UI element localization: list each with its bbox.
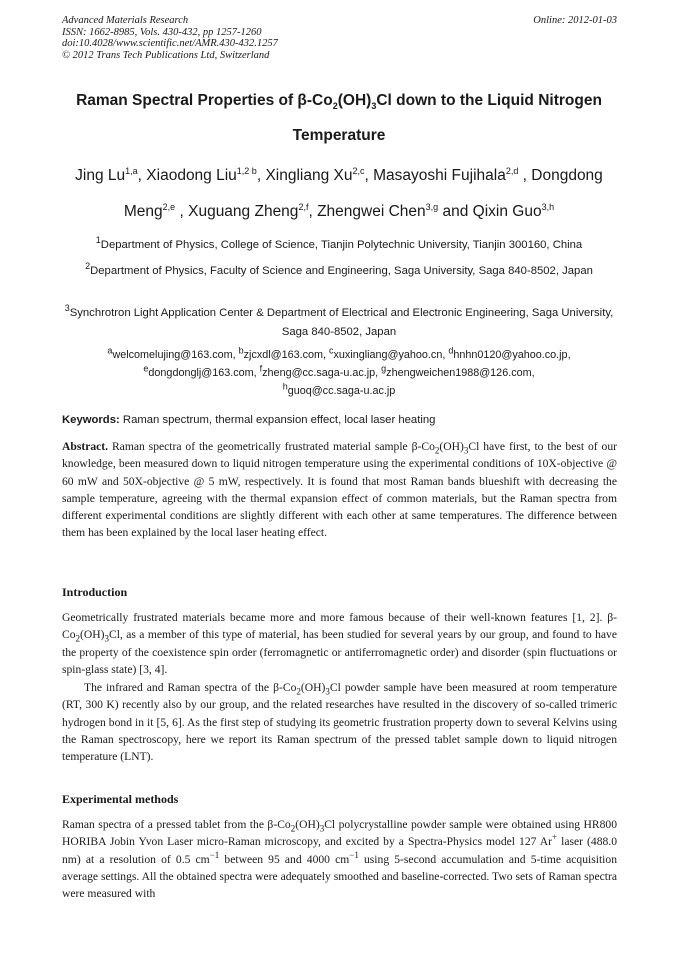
affiliation-sup: 2	[85, 261, 91, 272]
subscript: 3	[319, 823, 325, 834]
body-text: Geometrically frustrated materials became more and more famous because of their well-known features [1, 2]. β-Co	[62, 611, 617, 642]
subscript: 3	[463, 445, 469, 456]
author-sup: 2,d	[505, 165, 519, 176]
superscript: −1	[349, 849, 359, 860]
body-text: using 5-second accumulation and 5-time acquisition average settings. All the obtained spectra were adequately smoothed and baseline-corrected. Two sets of Raman spectra were measured with	[62, 852, 617, 901]
email-sup: b	[238, 345, 244, 356]
email-sup: a	[107, 345, 113, 356]
email-sup: f	[259, 363, 263, 374]
keywords-text: Raman spectrum, thermal expansion effect, local laser heating	[122, 414, 436, 426]
paper-title-line1	[30, 92, 648, 110]
author-name: Xingliang Xu	[265, 167, 353, 184]
email-sup: d	[448, 345, 454, 356]
affiliation-text: Department of Physics, College of Science, Tianjin Polytechnic University, Tianjin 300160, China	[100, 239, 583, 251]
abstract-text: (OH)	[439, 440, 464, 453]
subscript: 2	[434, 445, 440, 456]
body-text: Cl, as a member of this type of material, has been studied for several years by our group, and found to have the property of the coexistence spin order (ferromagnetic or antiferromagnetic order) and disorder (spin fluctuations or spin-glass state) [3, 4].	[62, 628, 617, 676]
title-text: Cl down to the Liquid Nitrogen	[376, 92, 602, 109]
email-link[interactable]: dongdonglj@163.com	[148, 367, 254, 379]
author-name: Zhengwei Chen	[317, 203, 426, 220]
author-name: Masayoshi Fujihala	[373, 167, 506, 184]
email-sup: g	[381, 363, 387, 374]
affiliation-3	[60, 304, 618, 342]
author-conjunction: and	[442, 203, 469, 220]
author-sup: 1,2 b	[236, 165, 257, 176]
section-heading-experimental: Experimental methods	[62, 792, 179, 806]
body-text: Raman spectra of a pressed tablet from the β-Co	[62, 818, 291, 831]
affiliation-1	[60, 236, 618, 255]
superscript: +	[552, 832, 558, 843]
subscript: 2	[296, 686, 301, 697]
doi-line[interactable]: doi:10.4028/www.scientific.net/AMR.430-432.1257	[62, 38, 278, 50]
introduction-paragraph-2	[62, 679, 617, 765]
author-sup: 3,g	[425, 201, 439, 212]
body-text: between 95 and 4000 cm	[219, 852, 350, 866]
paper-title-line2: Temperature	[292, 127, 386, 144]
affiliation-2	[60, 262, 618, 281]
copyright-line: © 2012 Trans Tech Publications Ltd, Switzerland	[62, 49, 270, 61]
keywords-label: Keywords:	[62, 414, 120, 426]
abstract-text: Raman spectra of the geometrically frustrated material sample β-Co	[111, 440, 435, 453]
email-sup: h	[282, 381, 288, 392]
email-sup: c	[329, 345, 334, 356]
body-text: The infrared and Raman spectra of the β-Co	[84, 681, 297, 694]
email-link[interactable]: welcomelujing@163.com	[112, 349, 233, 361]
body-text: (OH)	[300, 681, 326, 694]
author-name: Xiaodong Liu	[146, 167, 237, 184]
author-list-line1: Jing Lu$^{1,a}$, Xiaodong Liu$^{1,2 b}$, Xingliang Xu$^{2,c}$, Masayoshi Fujihala$^{2,d}$ , Dongdong	[75, 165, 603, 184]
affiliation-sup: 1	[95, 235, 101, 246]
title-subscript: 2	[332, 101, 338, 112]
email-link[interactable]: hnhn0120@yahoo.co.jp	[453, 349, 568, 361]
affiliation-text: Synchrotron Light Application Center & Department of Electrical and Electronic Engineering, Saga University, Saga 840-8502, Japan	[69, 307, 614, 338]
email-link[interactable]: xuxingliang@yahoo.cn	[333, 349, 443, 361]
email-link[interactable]: zhengweichen1988@126.com	[386, 367, 532, 379]
section-heading-introduction: Introduction	[62, 585, 128, 599]
email-sup: e	[143, 363, 149, 374]
journal-name: Advanced Materials Research	[62, 15, 189, 26]
abstract-label: Abstract.	[62, 440, 109, 453]
author-sup: 2,c	[352, 165, 365, 176]
author-name: Jing Lu	[75, 167, 126, 184]
email-link[interactable]: zjcxdl@163.com	[243, 349, 324, 361]
body-text: laser (488.0 nm) at a resolution of 0.5 cm	[62, 835, 617, 866]
abstract-text: Cl have first, to the best of our knowledge, been measured down to liquid nitrogen temperature using the experimental conditions of 10X-objective @ 60 mW and 50X-objective @ 5 mW, respectively. It is found that most Raman bands blueshift with decreasing the sample temperature, agreeing with the thermal expansion effect of common materials, but the Raman spectra from different experimental conditions are slightly different with each other at same temperatures. The difference between them has been explained by the local laser heating effect.	[62, 440, 617, 540]
author-name: Qixin Guo	[472, 203, 542, 220]
author-sup: 2,e	[162, 201, 176, 212]
experimental-paragraph-1	[62, 816, 617, 902]
affiliation-text: Department of Physics, Faculty of Science and Engineering, Saga University, Saga 840-8502, Japan	[90, 265, 593, 277]
body-text: (OH)	[80, 628, 105, 642]
author-sup: 1,a	[125, 165, 138, 176]
abstract-paragraph	[62, 438, 617, 542]
email-link[interactable]: guoq@cc.saga-u.ac.jp	[287, 385, 396, 397]
keywords	[62, 414, 618, 426]
subscript: 2	[75, 633, 81, 644]
title-subscript: 3	[371, 101, 377, 112]
online-date: Online: 2012-01-03	[533, 15, 617, 26]
superscript: −1	[209, 849, 220, 860]
journal-header	[62, 15, 617, 61]
introduction-paragraph-1	[62, 609, 617, 678]
email-link[interactable]: zheng@cc.saga-u.ac.jp	[262, 367, 376, 379]
subscript: 2	[290, 823, 296, 834]
body-text: (OH)	[295, 818, 320, 831]
body-text: Cl powder sample have been measured at room temperature (RT, 300 K) recently also by our group, and the related researches have resulted in the discovery of so-called trimeric hydrogen bond in it [5, 6]. As the first step of studying its geometric frustration property down to several Kelvins using the Raman spectroscopy, here we report its Raman spectrum of the pressed tablet sample down to liquid nitrogen temperature (LNT).	[62, 681, 617, 764]
title-text: Raman Spectral Properties of β-Co	[76, 92, 333, 109]
author-name: Xuguang Zheng	[188, 203, 299, 220]
subscript: 3	[104, 633, 109, 644]
author-emails: $^a$welcomelujing@163.com, $^b$zjcxdl@163.com, $^c$xuxingliang@yahoo.cn, $^d$hnhn0120@yahoo.co.jp, $^e$dongdonglj@163.com, $^f$zheng@cc.saga-u.ac.jp, $^g$zhengweichen1988@126.com, $^h$guoq@cc.saga-u.ac.jp	[107, 345, 571, 397]
affiliation-sup: 3	[64, 303, 70, 314]
author-sup: 2,f	[298, 201, 309, 212]
author-list-line2: Meng$^{2,e}$ , Xuguang Zheng$^{2,f}$, Zhengwei Chen$^{3,g}$ and Qixin Guo$^{3,h}$	[123, 201, 555, 220]
issn-line: ISSN: 1662-8985, Vols. 430-432, pp 1257-1260	[62, 26, 262, 38]
subscript: 3	[325, 686, 330, 697]
title-text: (OH)	[337, 92, 372, 109]
author-sup: 3,h	[541, 201, 555, 212]
body-text: Cl polycrystalline powder sample were obtained using HR800 HORIBA Jobin Yvon Laser micro-Raman microscopy, and excited by a Spectra-Physics model 127 Ar	[62, 818, 618, 849]
